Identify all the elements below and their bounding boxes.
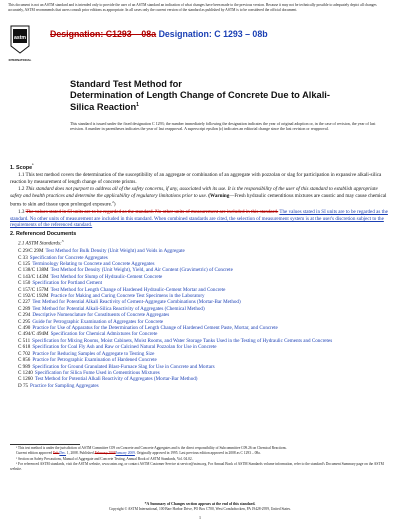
- reference-title-link[interactable]: Test Method for Potential Alkali Reactivity of Cement-Aggregate Combinations (Mortar-Bar Method): [32, 299, 241, 306]
- reference-title-link[interactable]: Specification for Coal Fly Ash and Raw or Calcined Natural Pozzolan for Use in Concrete: [32, 344, 217, 351]
- reference-title-link[interactable]: Practice for Sampling Aggregates: [30, 382, 99, 389]
- reference-code: C 33: [18, 254, 28, 261]
- title-footnote-mark: 1: [136, 102, 139, 109]
- scope-1-1: 1.1 This test method covers the determination of the susceptibility of an aggregate or combination of an aggregate with pozzolan or slag for participation in expansive alkali-silica reaction by measurement of length change of concrete prisms.: [10, 172, 382, 185]
- reference-title-link[interactable]: Test Method for Density (Unit Weight), Yield, and Air Content (Gravimetric) of Concrete: [50, 267, 233, 274]
- document-title: [70, 79, 370, 113]
- footnote-2: ² Section on Safety Precautions, Manual of Aggregate and Concrete Testing, Annual Book of ASTM Standards, Vol. 04.02.: [16, 456, 193, 461]
- reference-title-link[interactable]: Guide for Petrographic Examination of Aggregates for Concrete: [32, 318, 164, 325]
- reference-code: C 125: [18, 261, 31, 268]
- reference-title-link[interactable]: Specification for Chemical Admixtures for Concrete: [50, 331, 158, 338]
- designation-new: Designation: C 1293 – 08b: [158, 29, 268, 39]
- reference-title-link[interactable]: Test Method for Potential Alkali-Silica Reactivity of Aggregates (Chemical Method): [32, 305, 205, 312]
- reference-code: C 511: [18, 337, 31, 344]
- scope-1-2: 1.2 This standard does not purport to address all of the safety concerns, if any, associated with its use. It is the responsibility of the user of this standard to establish appropriate safety and health practices and determine the applicability of regulatory limitations prior to use. (Warning—Fresh hydraulic cementitious mixtures are caustic and may cause chemical burns to skin and tissue upon prolonged exposure.$^2$): [10, 186, 387, 208]
- astm-standards-label: 2.1 ASTM Standards:$^3$: [18, 238, 64, 247]
- reference-code: C 295: [18, 318, 31, 325]
- issuance-note: This standard is issued under the fixed designation C 1293; the number immediately following the designation indicates the year of original adoption or, in the case of revision, the year of last revision. A number in parentheses indicates the year of last reapproval. A superscript epsilon (ε) indicates an editorial change since the last revision or reapproval.: [70, 121, 376, 131]
- reference-code: C 138/C 138M: [18, 267, 49, 274]
- footnote-divider: [10, 444, 80, 445]
- scope-1-3: 1.3 The values stated in SI units are to be regarded as the standard. No other units of measurement are included in this standard. The values stated in SI units are to be regarded as the standard. No other units of measurement are included in this standard. When combined standards are cited, the selection of measurement system is at the user's discretion subject to the requirements of the referenced standard.: [10, 209, 388, 229]
- reference-title-link[interactable]: Specification for Ground Granulated Blast-Furnace Slag for Use in Concrete and Mortars: [32, 363, 215, 370]
- reference-title-link[interactable]: Practice for Reducing Samples of Aggregate to Testing Size: [32, 350, 155, 357]
- section-references-heading: 2. Referenced Documents: [10, 230, 77, 237]
- title-line-3: Silica Reaction: [70, 102, 137, 113]
- reference-title-link[interactable]: Practice for Making and Curing Concrete Test Specimens in the Laboratory: [50, 293, 205, 300]
- page-number: 1: [199, 515, 201, 520]
- reference-code: C 227: [18, 299, 31, 306]
- astm-logo-icon: [9, 24, 31, 58]
- reference-title-link[interactable]: Test Method for Bulk Density (Unit Weight) and Voids in Aggregate: [45, 248, 185, 255]
- reference-title-link[interactable]: Specification for Portland Cement: [32, 280, 103, 287]
- summary-of-changes-note: *A Summary of Changes section appears at the end of this standard.: [144, 502, 256, 506]
- copyright-line: Copyright © ASTM International, 100 Barr Harbor Drive, PO Box C700, West Conshohocken, PA 19428-2959, United States.: [109, 507, 291, 511]
- reference-code: C 150: [18, 280, 31, 287]
- reference-title-link[interactable]: Test Method for Slump of Hydraulic-Cement Concrete: [50, 273, 163, 280]
- svg-text:astm: astm: [13, 35, 27, 41]
- change-notice: This document is not an ASTM standard and is intended only to provide the user of an ASTM standard an indication of what changes have been made to the previous version. Because it may not be technically possible to adequately depict all changes accurately, ASTM recommends that users consult prior editions as appropriate. In all cases only the current version of the standard as published by ASTM is to be considered the official document.: [8, 3, 377, 12]
- title-line-1: Standard Test Method for: [70, 79, 182, 89]
- reference-code: C 989: [18, 363, 31, 370]
- footnotes: [10, 446, 390, 472]
- footnote-3: ³ For referenced ASTM standards, visit the ASTM website, www.astm.org, or contact ASTM Customer Service at service@astm.org. For Annual Book of ASTM Standards volume information, refer to the standard's Document Summary page on the ASTM website.: [10, 462, 384, 471]
- reference-code: C 289: [18, 305, 31, 312]
- reference-list: [18, 248, 390, 389]
- reference-item: [18, 383, 390, 389]
- reference-code: C 1260: [18, 376, 33, 383]
- footnote-1: ¹ This test method is under the jurisdiction of ASTM Committee C09 on Concrete and Concrete Aggregates and is the direct responsibility of Subcommittee C09.26 on Chemical Reactions.: [16, 446, 287, 450]
- designation-old: Designation: C1293 – 08a: [50, 29, 157, 39]
- reference-title-link[interactable]: Terminology Relating to Concrete and Concrete Aggregates: [32, 261, 155, 268]
- logo-label: INTERNATIONAL: [8, 58, 32, 62]
- reference-code: D 75: [18, 382, 29, 389]
- reference-title-link[interactable]: Test Method for Potential Alkali Reactivity of Aggregates (Mortar-Bar Method): [34, 376, 198, 383]
- reference-title-link[interactable]: Test Method for Length Change of Hardened Hydraulic-Cement Mortar and Concrete: [50, 286, 226, 293]
- section-scope-heading: 1. Scope*: [10, 163, 34, 171]
- reference-code: C 157/C 157M: [18, 286, 49, 293]
- reference-code: C 192/C 192M: [18, 293, 49, 300]
- reference-title-link[interactable]: Specification for Silica Fume Used in Cementitious Mixtures: [34, 369, 160, 376]
- designation: [50, 29, 390, 39]
- reference-title-link[interactable]: Specification for Concrete Aggregates: [29, 254, 108, 261]
- footnote-1-edition: Current edition approved Feb.Dec. 1, 2008. Published February 2008January 2009. Originally approved in 1995. Last previous edition approved in 2008 as C 1293 – 08a.: [16, 451, 261, 456]
- reference-code: C 856: [18, 357, 31, 364]
- document-body: [10, 160, 390, 389]
- reference-code: C 143/C 143M: [18, 273, 49, 280]
- reference-code: C 618: [18, 344, 31, 351]
- reference-title-link[interactable]: Specification for Mixing Rooms, Moist Cabinets, Moist Rooms, and Water Storage Tanks Used in the Testing of Hydraulic Cements and Concretes: [32, 337, 333, 344]
- reference-title-link[interactable]: Practice for Petrographic Examination of Hardened Concrete: [32, 357, 157, 364]
- reference-code: C 294: [18, 312, 31, 319]
- reference-title-link[interactable]: Practice for Use of Apparatus for the Determination of Length Change of Hardened Cement Paste, Mortar, and Concrete: [32, 325, 278, 332]
- reference-code: C 702: [18, 350, 31, 357]
- reference-code: C 490: [18, 325, 31, 332]
- reference-code: C 494/C 494M: [18, 331, 49, 338]
- reference-code: C 29/C 29M: [18, 248, 44, 255]
- reference-code: C 1240: [18, 369, 33, 376]
- title-line-2: Determination of Length Change of Concrete Due to Alkali-: [70, 89, 330, 100]
- reference-title-link[interactable]: Descriptive Nomenclature for Constituents of Concrete Aggregates: [32, 312, 170, 319]
